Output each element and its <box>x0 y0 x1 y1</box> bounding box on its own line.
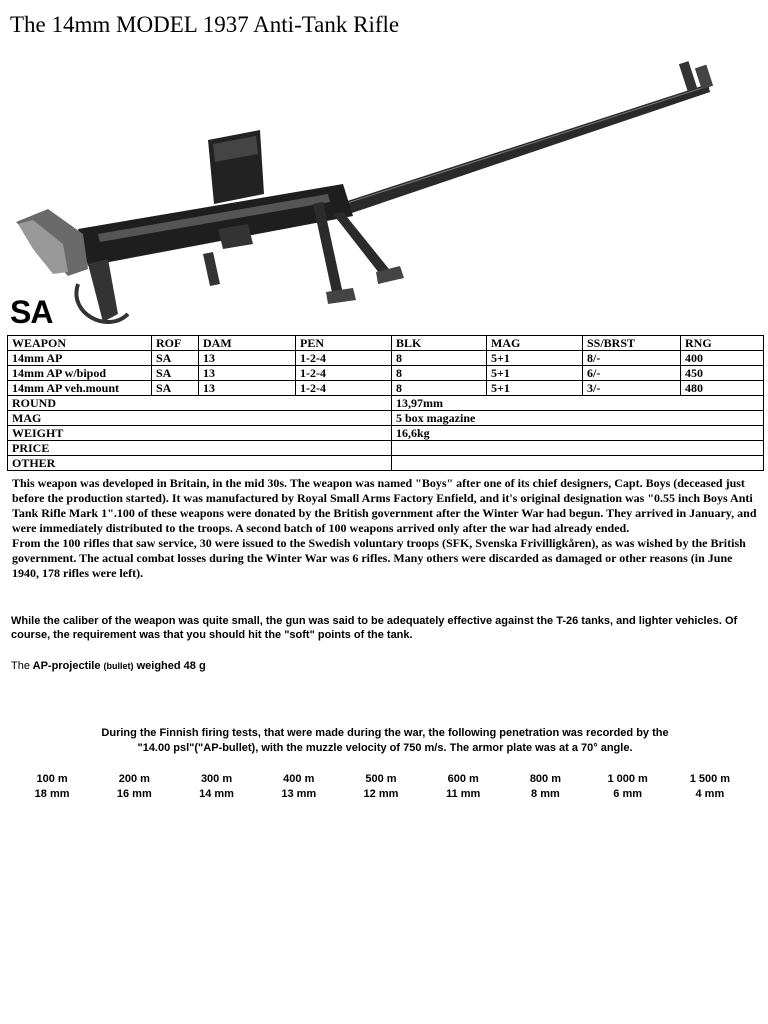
description <box>12 476 757 581</box>
info-value: 13,97mm <box>392 396 764 411</box>
table-row <box>8 351 764 366</box>
cell-rng: 450 <box>681 366 764 381</box>
header-ss-brst: SS/BRST <box>583 336 681 351</box>
firing-tests-line-2: "14.00 psl"("AP-bullet), with the muzzle velocity of 750 m/s. The armor plate was at a 70° angle. <box>137 742 633 754</box>
info-label: OTHER <box>8 456 392 471</box>
cell-weapon: 14mm AP veh.mount <box>8 381 152 396</box>
range-cell: 500 m <box>365 773 397 785</box>
cell-dam: 13 <box>199 351 296 366</box>
penetration-cell: 16 mm <box>116 788 152 800</box>
rifle-illustration <box>8 44 728 334</box>
cell-dam: 13 <box>199 366 296 381</box>
penetration-cell: 18 mm <box>34 788 70 800</box>
penetration-cell: 13 mm <box>281 788 317 800</box>
cell-pen: 1-2-4 <box>296 381 392 396</box>
header-mag: MAG <box>487 336 583 351</box>
cell-weapon: 14mm AP w/bipod <box>8 366 152 381</box>
range-cell: 600 m <box>447 773 479 785</box>
header-rof: ROF <box>152 336 199 351</box>
cell-blk: 8 <box>392 351 487 366</box>
penetration-cell: 6 mm <box>613 788 643 800</box>
projectile-weighed: weighed 48 g <box>136 660 206 672</box>
cell-mag: 5+1 <box>487 381 583 396</box>
penetration-cell: 4 mm <box>695 788 725 800</box>
penetration-row <box>11 787 751 802</box>
rifle-image <box>8 44 728 334</box>
firing-tests-caption <box>60 726 710 756</box>
penetration-table <box>11 772 751 802</box>
info-row-round <box>8 396 764 411</box>
projectile-the: The <box>11 660 30 672</box>
range-cell: 800 m <box>529 773 562 785</box>
projectile-ap: AP-projectile <box>32 660 101 672</box>
penetration-cell: 14 mm <box>199 788 234 800</box>
cell-ss-brst: 8/- <box>583 351 681 366</box>
cell-mag: 5+1 <box>487 351 583 366</box>
info-row-mag <box>8 411 764 426</box>
info-row-weight <box>8 426 764 441</box>
info-label: MAG <box>8 411 392 426</box>
cell-blk: 8 <box>392 381 487 396</box>
sa-label: SA <box>10 294 53 330</box>
projectile-bullet: (bullet) <box>103 661 134 671</box>
cell-rof: SA <box>152 351 199 366</box>
info-label: ROUND <box>8 396 392 411</box>
range-cell: 100 m <box>36 773 68 785</box>
header-blk: BLK <box>392 336 487 351</box>
description-paragraph-1: This weapon was developed in Britain, in the mid 30s. The weapon was named "Boys" after one of its chief designers, Capt. Boys (deceased just before the production started). It was manufactured by Royal Small Arms Factory Enfield, and it's original designation was "0.55 inch Boys Anti Tank Rifle Mark 1".100 of these weapons were donated by the British government after the Winter War had begun. They arrived in January, and were immediately distributed to the troops. A second batch of 100 weapons arrived only after the war had already ended. <box>12 476 757 535</box>
info-row-other <box>8 456 764 471</box>
cell-rng: 480 <box>681 381 764 396</box>
firing-tests-line-1: During the Finnish firing tests, that were made during the war, the following penetration was recorded by the <box>101 727 669 739</box>
header-weapon: WEAPON <box>8 336 152 351</box>
cell-pen: 1-2-4 <box>296 351 392 366</box>
projectile-weight <box>11 659 756 673</box>
stats-header-row <box>8 336 764 351</box>
cell-rng: 400 <box>681 351 764 366</box>
info-label: WEIGHT <box>8 426 392 441</box>
header-rng: RNG <box>681 336 764 351</box>
range-cell: 1 500 m <box>689 773 731 785</box>
penetration-cell: 12 mm <box>363 788 399 800</box>
stats-table <box>7 335 764 471</box>
info-value <box>392 456 764 471</box>
cell-weapon: 14mm AP <box>8 351 152 366</box>
range-cell: 200 m <box>118 773 150 785</box>
info-value: 16,6kg <box>392 426 764 441</box>
table-row <box>8 381 764 396</box>
page-title: The 14mm MODEL 1937 Anti-Tank Rifle <box>10 12 400 37</box>
cell-blk: 8 <box>392 366 487 381</box>
header-pen: PEN <box>296 336 392 351</box>
cell-ss-brst: 3/- <box>583 381 681 396</box>
cell-mag: 5+1 <box>487 366 583 381</box>
penetration-cell: 8 mm <box>531 788 560 800</box>
header-dam: DAM <box>199 336 296 351</box>
cell-ss-brst: 6/- <box>583 366 681 381</box>
range-row <box>11 772 751 787</box>
range-cell: 1 000 m <box>607 773 648 785</box>
range-cell: 400 m <box>283 773 315 785</box>
cell-rof: SA <box>152 366 199 381</box>
info-row-price <box>8 441 764 456</box>
rifle-muzzle-brake <box>679 61 697 91</box>
info-value <box>392 441 764 456</box>
table-row <box>8 366 764 381</box>
penetration-cell: 11 mm <box>446 788 481 800</box>
rifle-bipod-right <box>333 212 393 278</box>
cell-dam: 13 <box>199 381 296 396</box>
info-value: 5 box magazine <box>392 411 764 426</box>
description-paragraph-2: From the 100 rifles that saw service, 30 were issued to the Swedish voluntary troops (SFK, Svenska Frivilligkåren), as was wished by the British government. The actual combat losses during the Winter War was 6 rifles. Many others were discarded as damaged or other reasons (in June 1940, 178 rifles were left). <box>12 536 746 580</box>
effectiveness-paragraph: While the caliber of the weapon was quite small, the gun was said to be adequately effective against the T-26 tanks, and lighter vehicles. Of course, the requirement was that you should hit the "soft" points of the tank. <box>11 615 738 641</box>
range-cell: 300 m <box>200 773 233 785</box>
cell-rof: SA <box>152 381 199 396</box>
cell-pen: 1-2-4 <box>296 366 392 381</box>
info-label: PRICE <box>8 441 392 456</box>
rifle-grip <box>88 259 118 322</box>
